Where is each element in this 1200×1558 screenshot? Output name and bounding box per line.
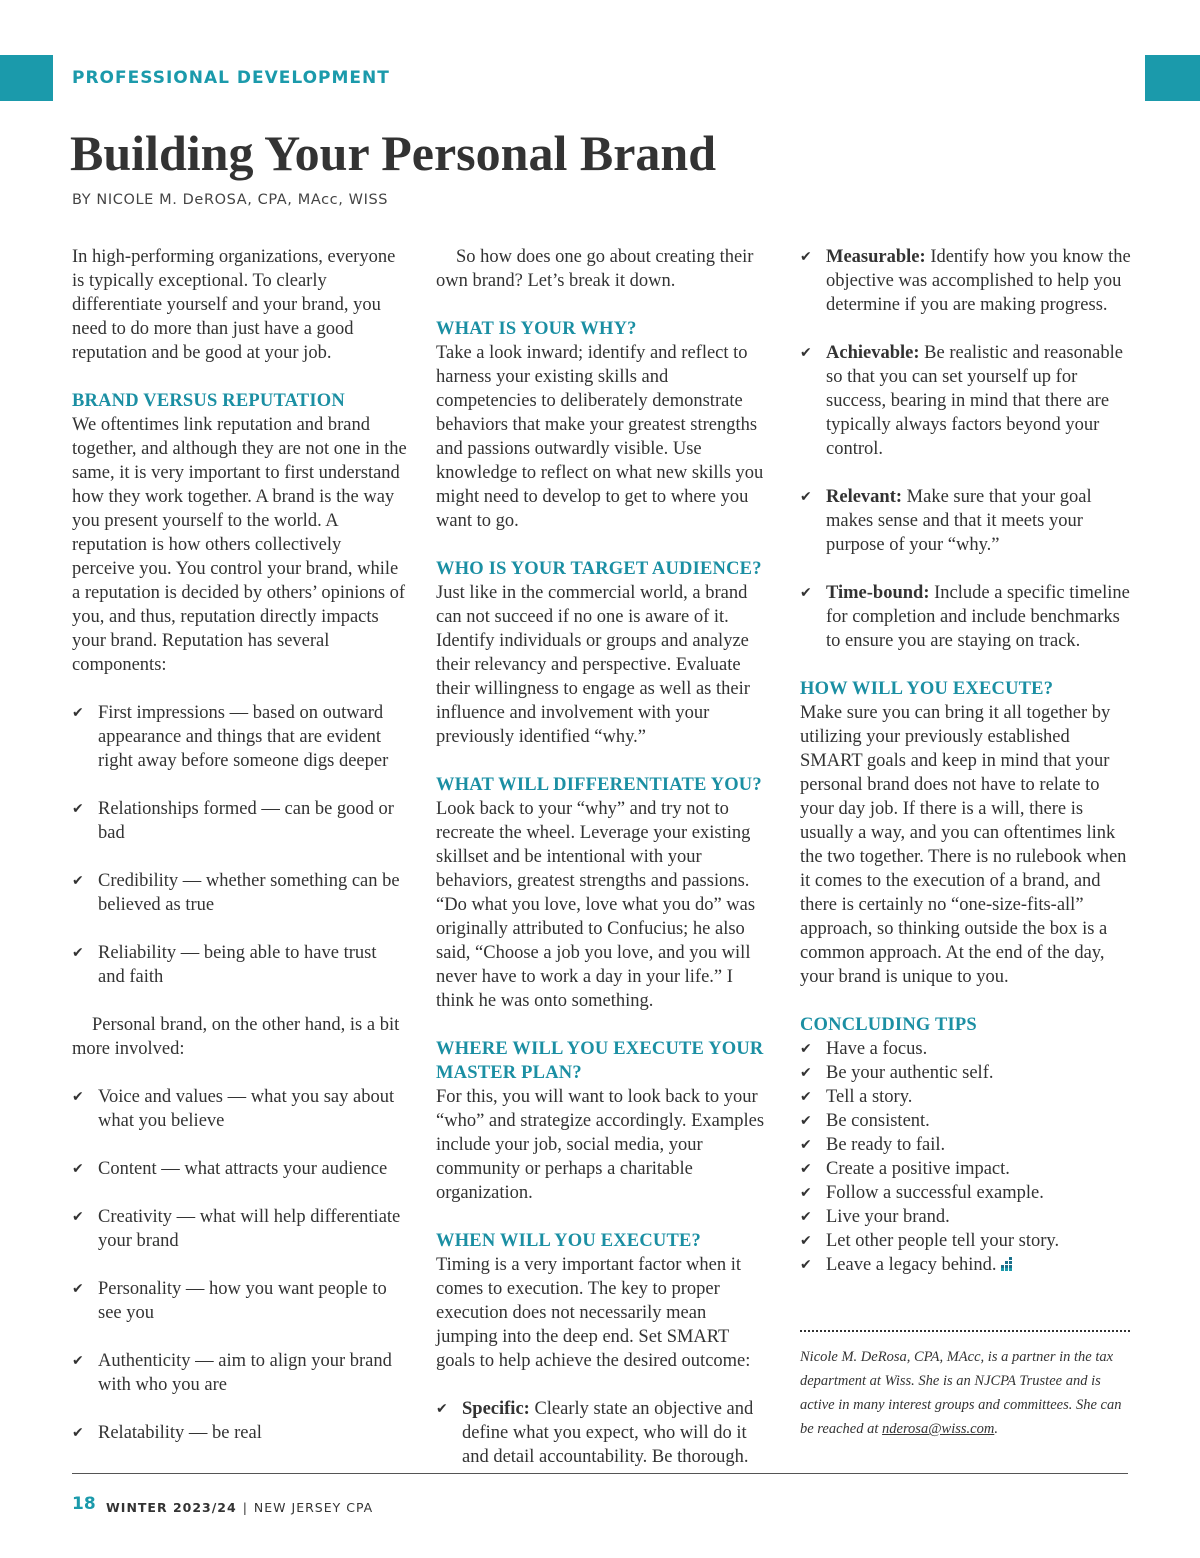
author-email-link[interactable]: nderosa@wiss.com [882, 1421, 995, 1437]
heading-why: WHAT IS YOUR WHY? [436, 319, 637, 339]
list-item: ✔ Credibility — whether something can be believed as true [72, 871, 400, 915]
author-bio: Nicole M. DeRosa, CPA, MAcc, is a partner in the tax department at Wiss. She is an NJCPA Trustee and is active in many interest groups and committees. She can be reached at nderosa@wiss.com. [800, 1349, 1122, 1437]
check-icon: ✔ [800, 1041, 812, 1057]
list-item: ✔ Be your authentic self. [800, 1063, 994, 1083]
personal-brand-intro: Personal brand, on the other hand, is a bit more involved: [72, 1015, 400, 1059]
byline: BY NICOLE M. DeROSA, CPA, MAcc, WISS [72, 192, 389, 208]
check-icon: ✔ [800, 489, 812, 505]
check-icon: ✔ [800, 1185, 812, 1201]
column-3 [800, 245, 1135, 1277]
list-item: ✔ Relevant: Make sure that your goal makes sense and that it meets your purpose of your “why.” [800, 487, 1092, 555]
smart-list-start [436, 1397, 771, 1469]
check-icon: ✔ [800, 1113, 812, 1129]
check-icon: ✔ [72, 801, 84, 817]
check-icon: ✔ [72, 1089, 84, 1105]
where-paragraph: For this, you will want to look back to your “who” and strategize accordingly. Examples include your job, social media, your community or perhaps a charitable organization. [436, 1087, 765, 1203]
list-item: ✔ Time-bound: Include a specific timeline for completion and include benchmarks to ensure you are staying on track. [800, 583, 1130, 651]
check-icon: ✔ [72, 705, 84, 721]
check-icon: ✔ [72, 1425, 84, 1441]
list-item: ✔ Personality — how you want people to see you [72, 1279, 387, 1323]
audience-paragraph: Just like in the commercial world, a brand can not succeed if no one is aware of it. Identify individuals or groups and analyze their relevancy and perspective. Evaluate their willingness to engage as well as their influence and involvement with your previously identified “why.” [436, 583, 750, 747]
why-paragraph: Take a look inward; identify and reflect to harness your existing skills and competencies to deliberately demonstrate behaviors that make your greatest strengths and passions outwardly visible. Use knowledge to reflect on what new skills you might need to develop to get to where you want to go. [436, 343, 764, 531]
check-icon: ✔ [800, 1257, 812, 1273]
heading-how: HOW WILL YOU EXECUTE? [800, 679, 1054, 699]
check-icon: ✔ [800, 1233, 812, 1249]
article-title: Building Your Personal Brand [70, 125, 716, 181]
differentiate-paragraph: Look back to your “why” and try not to recreate the wheel. Leverage your existing skillset and be intentional with your behaviors, greatest strengths and passions. “Do what you love, love what you do” was originally attributed to Confucius; he also said, “Choose a job you love, and you will never have to work a day in your life.” I think he was onto something. [436, 799, 756, 1011]
check-icon: ✔ [800, 345, 812, 361]
tips-list [800, 1037, 1135, 1277]
list-item: ✔ Voice and values — what you say about what you believe [72, 1087, 395, 1131]
check-icon: ✔ [72, 945, 84, 961]
list-item: ✔ Tell a story. [800, 1087, 913, 1107]
check-icon: ✔ [436, 1401, 448, 1417]
list-item: ✔ Be consistent. [800, 1111, 930, 1131]
check-icon: ✔ [72, 1281, 84, 1297]
section-label: PROFESSIONAL DEVELOPMENT [72, 68, 390, 88]
list-item: ✔ Relationships formed — can be good or bad [72, 799, 394, 843]
list-item: ✔ Specific: Clearly state an objective and define what you expect, who will do it and detail accountability. Be thorough. [436, 1399, 754, 1467]
list-item: ✔ First impressions — based on outward appearance and things that are evident right away before someone digs deeper [72, 703, 389, 771]
list-item: ✔ Let other people tell your story. [800, 1231, 1060, 1251]
check-icon: ✔ [72, 1161, 84, 1177]
accent-tab-left [0, 55, 53, 101]
check-icon: ✔ [800, 1089, 812, 1105]
when-paragraph: Timing is a very important factor when it comes to execution. The key to proper execution does not necessarily mean jumping into the deep end. Set SMART goals to help achieve the desired outcome: [436, 1255, 751, 1371]
column-2 [436, 245, 771, 1469]
reputation-list [72, 701, 407, 989]
check-icon: ✔ [800, 1209, 812, 1225]
brand-paragraph: We oftentimes link reputation and brand together, and although they are not one in the same, it is very important to first understand how they work together. A brand is the way you present yourself to the world. A reputation is how others collectively perceive you. You control your brand, while a reputation is decided by others’ opinions of you, and thus, reputation directly impacts your brand. Reputation has several components: [72, 415, 407, 675]
njcpa-logo-icon [1000, 1257, 1014, 1271]
check-icon: ✔ [800, 249, 812, 265]
intro-paragraph: So how does one go about creating their own brand? Let’s break it down. [436, 247, 754, 291]
page-number: 18 [72, 1494, 96, 1514]
check-icon: ✔ [72, 1209, 84, 1225]
list-item: ✔ Follow a successful example. [800, 1183, 1044, 1203]
list-item: ✔ Reliability — being able to have trust and faith [72, 943, 377, 987]
heading-concluding-tips: CONCLUDING TIPS [800, 1015, 977, 1035]
list-item: ✔ Have a focus. [800, 1039, 928, 1059]
intro-paragraph: In high-performing organizations, everyone is typically exceptional. To clearly differentiate yourself and your brand, you need to do more than just have a good reputation and be good at your job. [72, 247, 396, 363]
list-item: ✔ Be ready to fail. [800, 1135, 946, 1155]
how-paragraph: Make sure you can bring it all together by utilizing your previously established SMART goals and keep in mind that your personal brand does not have to relate to your day job. If there is a will, there is usually a way, and you can oftentimes link the two together. There is no rulebook when it comes to the execution of a brand, and there is certainly no “one-size-fits-all” approach, so thinking outside the box is a common approach. At the end of the day, your brand is unique to you. [800, 703, 1127, 987]
heading-differentiate: WHAT WILL DIFFERENTIATE YOU? [436, 775, 762, 795]
check-icon: ✔ [800, 1161, 812, 1177]
column-1 [72, 245, 407, 1445]
check-icon: ✔ [800, 1137, 812, 1153]
accent-tab-right [1145, 55, 1200, 101]
bio-divider [800, 1330, 1130, 1332]
footer-issue: WINTER 2023/24 | NEW JERSEY CPA [106, 1500, 374, 1515]
check-icon: ✔ [72, 1353, 84, 1369]
list-item: ✔ Content — what attracts your audience [72, 1159, 388, 1179]
smart-list-continued [800, 245, 1135, 653]
list-item: ✔ Authenticity — aim to align your brand with who you are [72, 1351, 392, 1395]
personal-brand-list [72, 1085, 407, 1445]
heading-where: WHERE WILL YOU EXECUTE YOUR MASTER PLAN? [436, 1039, 764, 1083]
list-item: ✔ Achievable: Be realistic and reasonable so that you can set yourself up for success, bearing in mind that there are typically always factors beyond your control. [800, 343, 1123, 459]
list-item: ✔ Live your brand. [800, 1207, 950, 1227]
list-item: ✔ Leave a legacy behind. [800, 1253, 1135, 1277]
check-icon: ✔ [800, 1065, 812, 1081]
footer-rule [72, 1473, 1128, 1474]
list-item: ✔ Measurable: Identify how you know the objective was accomplished to help you determine if you are making progress. [800, 247, 1131, 315]
list-item: ✔ Creativity — what will help differentiate your brand [72, 1207, 401, 1251]
list-item: ✔ Relatability — be real [72, 1423, 262, 1443]
check-icon: ✔ [800, 585, 812, 601]
heading-target-audience: WHO IS YOUR TARGET AUDIENCE? [436, 559, 762, 579]
list-item: ✔ Create a positive impact. [800, 1159, 1010, 1179]
check-icon: ✔ [72, 873, 84, 889]
heading-brand-vs-reputation: BRAND VERSUS REPUTATION [72, 391, 345, 411]
heading-when: WHEN WILL YOU EXECUTE? [436, 1231, 701, 1251]
